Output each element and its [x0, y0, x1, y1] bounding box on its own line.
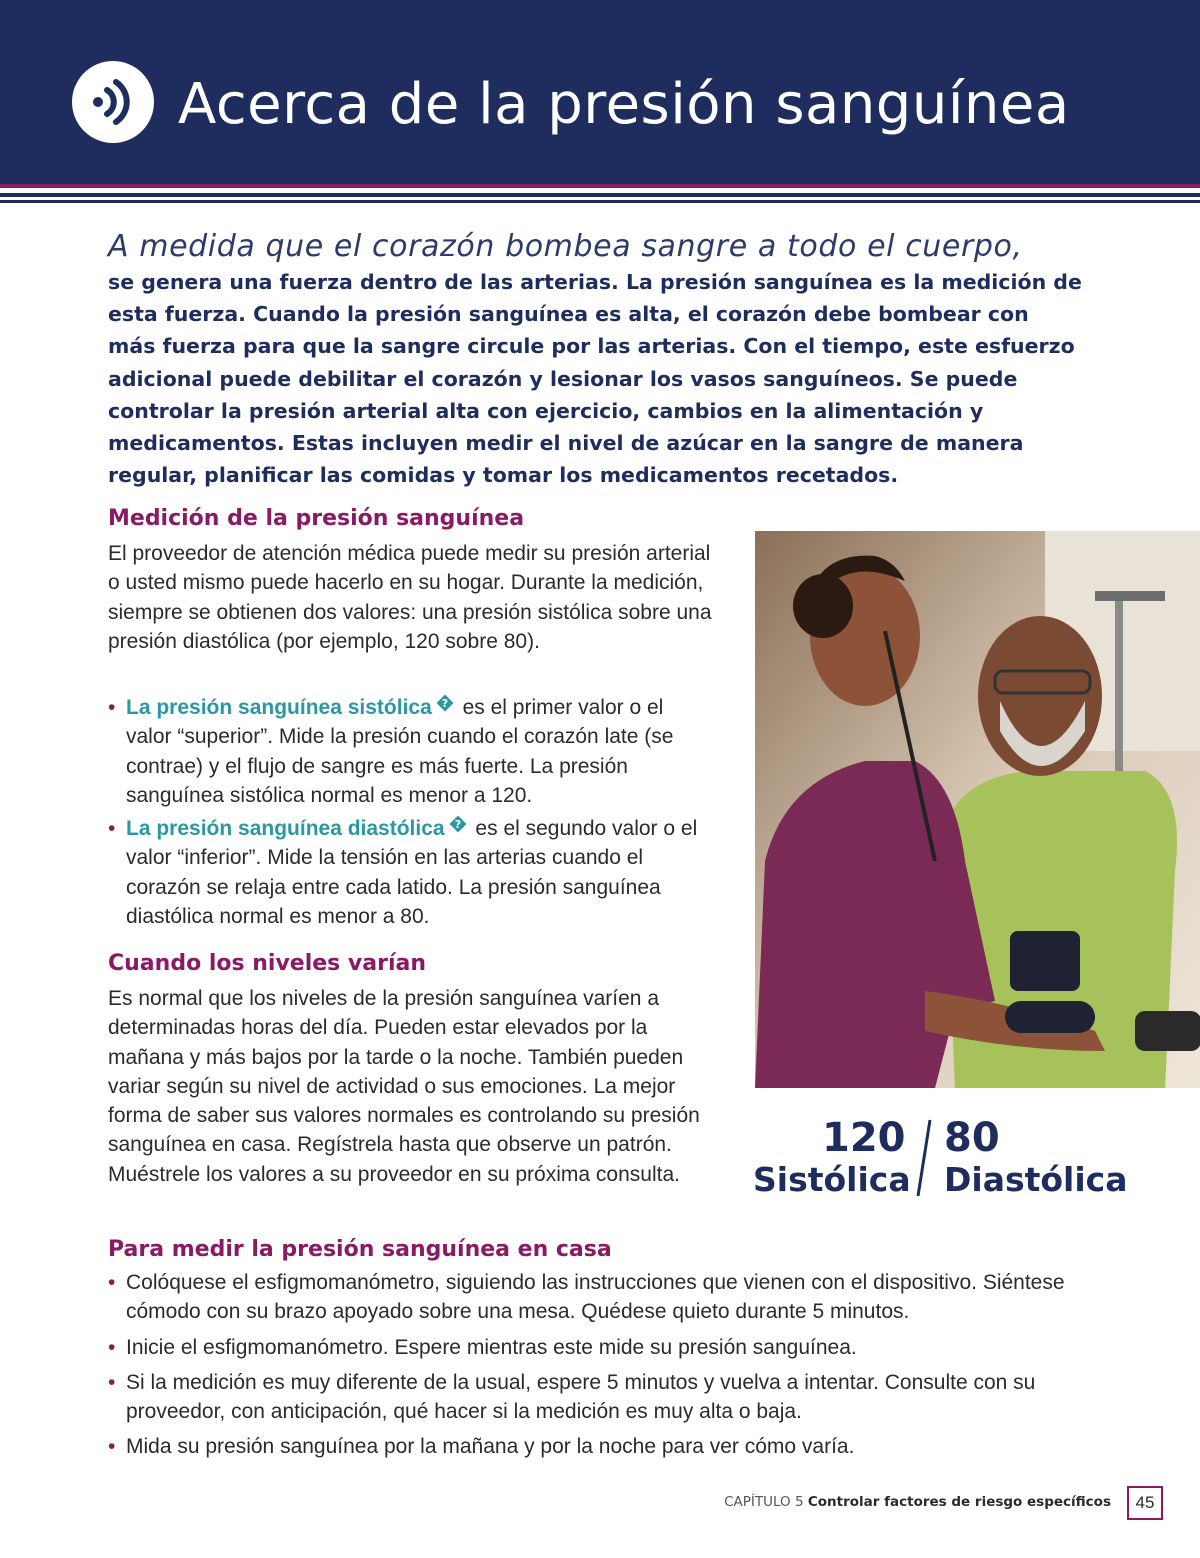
section-heading-casa: Para medir la presión sanguínea en casa: [108, 1237, 612, 1262]
intro-lead: A medida que el corazón bombea sangre a todo el cuerpo,: [108, 229, 1023, 264]
bullet-dot: •: [108, 817, 116, 841]
header-stripe: [0, 200, 1200, 203]
list-item: [108, 1333, 1108, 1362]
bullet-text: Si la medición es muy diferente de la usual, espere 5 minutos y vuelva a intentar. Consulte con su proveedor, con anticipación, qué hacer si la medición es muy alta o baja.: [126, 1370, 1036, 1424]
list-item: [108, 693, 708, 810]
list-item: [108, 1432, 1108, 1461]
bullet-text: Inicie el esfigmomanómetro. Espere mientras este mide su presión sanguínea.: [126, 1335, 857, 1359]
diastolic-label: Diastólica: [944, 1160, 1128, 1199]
page-number: 45: [1127, 1486, 1163, 1520]
glossary-icon[interactable]: [436, 694, 454, 712]
svg-text:?: ?: [441, 697, 448, 710]
glossary-term[interactable]: La presión sanguínea sistólica: [126, 696, 432, 719]
glossary-term[interactable]: La presión sanguínea diastólica: [126, 817, 445, 841]
bullet-dot: •: [108, 1370, 116, 1394]
chapter-label: CAPÍTULO 5: [724, 1494, 804, 1510]
list-item: [108, 814, 708, 931]
medicion-paragraph: El proveedor de atención médica puede medir su presión arterial o usted mismo puede hacerlo en su hogar. Durante la medición, siempre se obtienen dos valores: una presión sistólica sobre una presión diastólica (por ejemplo, 120 sobre 80).: [108, 542, 712, 653]
bullet-dot: •: [108, 1435, 116, 1459]
section-heading-niveles: Cuando los niveles varían: [108, 951, 427, 976]
systolic-label: Sistólica: [753, 1160, 911, 1199]
footer-chapter: [700, 1490, 1111, 1514]
intro-body: se genera una fuerza dentro de las arterias. La presión sanguínea es la medición de esta fuerza. Cuando la presión sanguínea es alta, el corazón debe bombear con más fuerza para que la sangre circule por las arterias. Con el tiempo, este esfuerzo adicional puede debilitar el corazón y lesionar los vasos sanguíneos. Se puede controlar la presión arterial alta con ejercicio, cambios en la alimentación y medicamentos. Estas incluyen medir el nivel de azúcar en la sangre de manera regular, planificar las comidas y tomar los medicamentos recetados.: [108, 270, 1082, 488]
glossary-icon[interactable]: [449, 815, 467, 833]
casa-bullet-list: [108, 1268, 1108, 1462]
audio-signal-icon[interactable]: [72, 61, 154, 143]
svg-text:?: ?: [454, 818, 461, 832]
nurse-measuring-blood-pressure-photo: [755, 531, 1200, 1088]
systolic-value: 120: [822, 1115, 906, 1161]
bullet-dot: •: [108, 1335, 116, 1359]
diastolic-value: 80: [944, 1115, 1000, 1161]
list-item: [108, 1368, 1108, 1427]
section-heading-medicion: Medición de la presión sanguínea: [108, 506, 525, 531]
bullet-text: Colóquese el esfigmomanómetro, siguiendo las instrucciones que vienen con el dispositivo. Siéntese cómodo con su brazo apoyado sobre una mesa. Quédese quieto durante 5 minutos.: [126, 1271, 1065, 1324]
bullet-dot: •: [108, 696, 116, 719]
page-title: Acerca de la presión sanguínea: [178, 72, 1070, 137]
reading-divider: [910, 1118, 934, 1200]
bullet-dot: •: [108, 1271, 116, 1294]
niveles-paragraph: Es normal que los niveles de la presión sanguínea varíen a determinadas horas del día. Pueden estar elevados por la mañana y más bajos por la tarde o la noche. También pueden variar según su nivel de actividad o sus emociones. La mejor forma de saber sus valores normales es controlando su presión sanguínea en casa. Regístrela hasta que observe un patrón. Muéstrele los valores a su proveedor en su próxima consulta.: [108, 987, 700, 1186]
list-item: [108, 1268, 1108, 1327]
chapter-title: Controlar factores de riesgo específicos: [807, 1494, 1111, 1510]
medicion-bullet-list: [108, 693, 708, 931]
bullet-text: Mida su presión sanguínea por la mañana y por la noche para ver cómo varía.: [126, 1435, 855, 1459]
bullet-text: es el primer valor o el valor “superior”. Mide la presión cuando el corazón late (se contrae) y el flujo de sangre es más fuerte. La presión sanguínea sistólica normal es menor a 120.: [126, 696, 674, 807]
bullet-text: es el segundo valor o el valor “inferior”. Mide la tensión en las arterias cuando el corazón se relaja entre cada latido. La presión sanguínea diastólica normal es menor a 80.: [126, 817, 698, 929]
